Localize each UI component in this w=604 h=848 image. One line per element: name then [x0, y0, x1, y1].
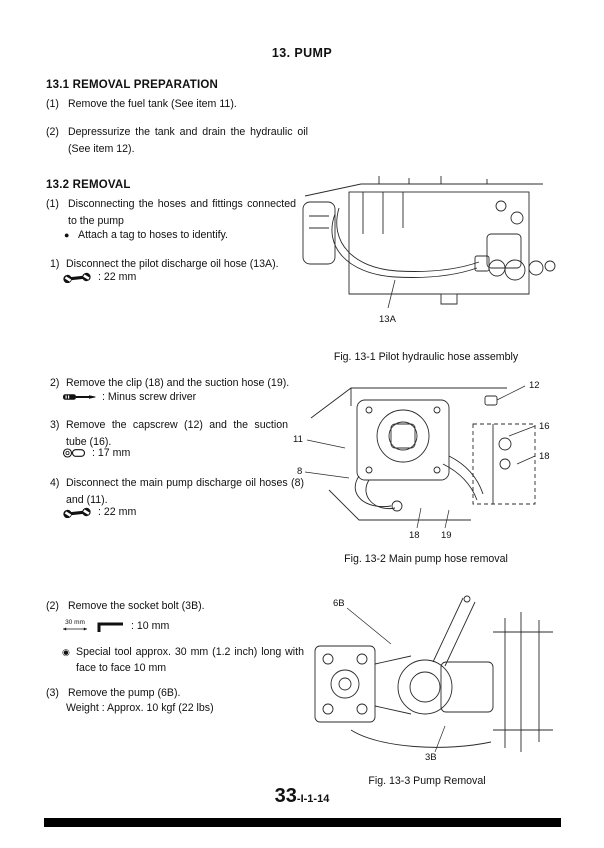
figure-13-1	[291, 176, 561, 363]
dimension-text: 30 mm	[65, 618, 85, 626]
substep-number: 4)	[50, 477, 60, 489]
leader-line-19	[445, 510, 449, 528]
footer-rule	[44, 818, 561, 827]
figure-13-2	[293, 372, 559, 565]
tool-spec-line	[62, 271, 136, 283]
leader-line-8	[305, 472, 349, 478]
substep-text: Disconnect the main pump discharge oil hoses (8) and (11).	[66, 477, 304, 506]
step-number: (1)	[46, 98, 59, 110]
tool-spec-line	[62, 618, 169, 633]
leader-line-11	[307, 440, 345, 448]
note-bullet-icon: ◉	[62, 647, 70, 657]
prep-step-2	[46, 124, 308, 157]
removal-substep-2	[50, 375, 318, 392]
substep-number: 3)	[50, 419, 60, 431]
tool-size-text: : 22 mm	[98, 271, 137, 283]
figure-caption: Fig. 13-3 Pump Removal	[368, 775, 486, 787]
part-label-19: 19	[441, 530, 452, 540]
part-label-18-bottom: 18	[409, 530, 420, 540]
substep-text: Remove the clip (18) and the suction hose (19).	[66, 377, 290, 389]
part-label-12: 12	[529, 380, 540, 391]
step-number: (2)	[46, 126, 59, 138]
page-number-chapter: 33	[274, 785, 297, 807]
wrench-icon	[62, 507, 92, 518]
wrench-icon	[62, 272, 92, 283]
removal-step-2-note	[62, 645, 304, 677]
removal-substep-4	[50, 475, 304, 508]
part-label-6B: 6B	[333, 598, 345, 609]
step-number: (2)	[46, 600, 59, 612]
dimension-arrow-icon	[62, 626, 88, 632]
step-text: Remove the socket bolt (3B).	[68, 600, 205, 612]
removal-step-1-note	[64, 228, 304, 244]
step-number: (1)	[46, 198, 59, 210]
hex-key-icon	[95, 618, 125, 633]
tool-spec-line	[62, 391, 196, 403]
removal-substep-3	[50, 417, 288, 450]
page-number-suffix: -I-1-14	[296, 793, 330, 805]
leader-line-16	[509, 426, 535, 436]
part-label-11: 11	[293, 434, 303, 445]
substep-text: Disconnect the pilot discharge oil hose (13A).	[66, 258, 279, 270]
tool-size-text: : 10 mm	[131, 619, 170, 632]
note-text: Attach a tag to hoses to identify.	[78, 229, 228, 241]
leader-line-18-bottom	[417, 508, 421, 528]
tool-spec-line	[62, 506, 136, 518]
prep-step-1	[46, 96, 316, 113]
leader-line-18-right	[517, 456, 535, 464]
figure-caption: Fig. 13-2 Main pump hose removal	[344, 553, 508, 565]
substep-number: 2)	[50, 377, 60, 389]
tool-size-text: : 22 mm	[98, 506, 137, 518]
part-label-18-right: 18	[539, 451, 550, 462]
screwdriver-icon	[62, 392, 96, 402]
removal-step-2	[46, 598, 314, 615]
step-text: Remove the pump (6B).	[68, 687, 181, 699]
removal-step-3	[46, 685, 314, 702]
step-number: (3)	[46, 687, 59, 699]
part-label-3B: 3B	[425, 752, 437, 762]
tool-spec-line	[62, 447, 130, 459]
step-text: Disconnecting the hoses and fittings connected to the pump	[68, 198, 296, 227]
tool-size-text: : 17 mm	[92, 447, 131, 459]
page-title: 13. PUMP	[271, 46, 333, 60]
fig1-drawing	[291, 176, 561, 338]
footer-page-number	[0, 785, 604, 808]
fig3-drawing	[295, 592, 559, 762]
figure-13-3	[295, 592, 559, 787]
note-text: Special tool approx. 30 mm (1.2 inch) long with face to face 10 mm	[76, 646, 304, 674]
socket-wrench-icon	[62, 447, 86, 459]
figure-caption: Fig. 13-1 Pilot hydraulic hose assembly	[333, 351, 519, 363]
fig2-drawing	[293, 372, 559, 540]
weight-spec: Weight : Approx. 10 kgf (22 lbs)	[66, 702, 214, 714]
tool-size-text: : Minus screw driver	[102, 391, 197, 403]
part-label-16: 16	[539, 421, 550, 432]
removal-step-1	[46, 196, 296, 229]
bullet-icon: ●	[64, 230, 70, 240]
step-text: Remove the fuel tank (See item 11).	[68, 98, 237, 110]
substep-text: Remove the capscrew (12) and the suction tube (16).	[66, 419, 288, 448]
dimension-annotation	[62, 619, 88, 632]
leader-line-6B	[347, 608, 391, 644]
section-heading-removal: 13.2 REMOVAL	[46, 179, 131, 191]
leader-line-3B	[435, 726, 445, 752]
part-label-8: 8	[297, 466, 303, 477]
step-text: Depressurize the tank and drain the hydraulic oil (See item 12).	[68, 126, 308, 155]
part-label-13A: 13A	[379, 314, 396, 325]
section-heading-removal-preparation: 13.1 REMOVAL PREPARATION	[46, 79, 219, 91]
substep-number: 1)	[50, 258, 60, 270]
